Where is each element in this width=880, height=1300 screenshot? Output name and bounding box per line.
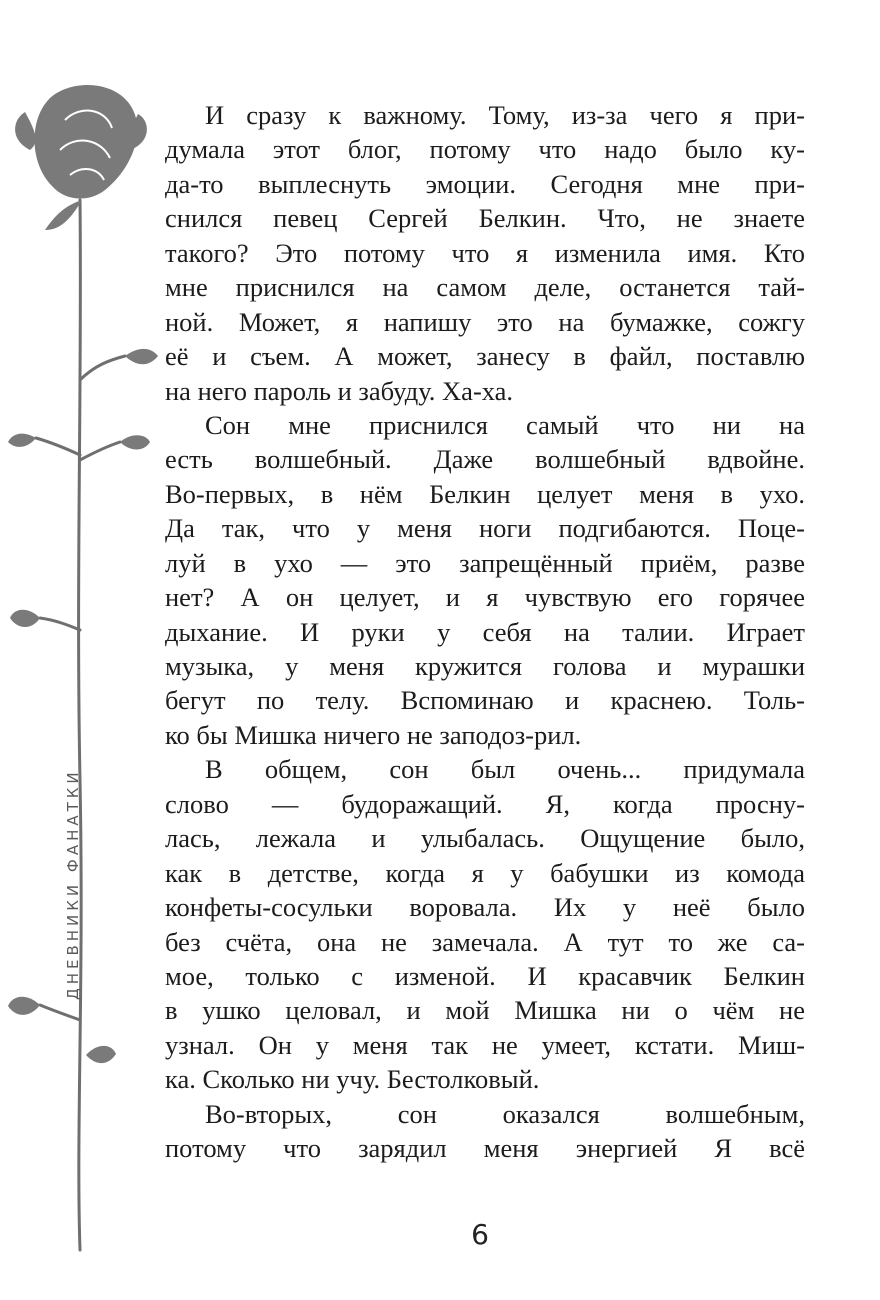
series-title-vertical: ДНЕВНИКИ ФАНАТКИ bbox=[64, 768, 82, 1000]
page-number: 6 bbox=[471, 1218, 489, 1251]
text-line: такого? Это потому что я изменила имя. Кто bbox=[165, 237, 805, 268]
text-line: мое, только с изменой. И красавчик Белкин bbox=[165, 960, 805, 991]
rose-illustration bbox=[0, 80, 160, 1260]
text-line: Во-первых, в нём Белкин целует меня в ухо. bbox=[165, 478, 805, 509]
text-line: мне приснился на самом деле, останется тай- bbox=[165, 272, 805, 303]
text-line: потому что зарядил меня энергией Я всё bbox=[165, 1133, 805, 1164]
text-line: музыка, у меня кружится голова и мурашки bbox=[165, 651, 805, 681]
text-line: И сразу к важному. Тому, из-за чего я при- bbox=[205, 100, 805, 130]
text-line: как в детстве, когда я у бабушки из комода bbox=[165, 857, 805, 888]
text-line: нет? А он целует, и я чувствую его горячее bbox=[165, 582, 805, 613]
text-line: ко бы Мишка ничего не заподоз-рил. bbox=[165, 719, 582, 750]
text-line: да-то выплеснуть эмоции. Сегодня мне при- bbox=[165, 168, 805, 199]
text-line: В общем, сон был очень... придумала bbox=[205, 754, 805, 785]
text-line: луй в ухо — это запрещённый приём, разве bbox=[165, 547, 805, 578]
text-line: Во-вторых, сон оказался волшебным, bbox=[205, 1098, 805, 1129]
text-line: без счёта, она не замечала. А тут то же са- bbox=[165, 926, 805, 957]
text-line: лась, лежала и улыбалась. Ощущение было, bbox=[165, 823, 805, 854]
text-line: на него пароль и забуду. Ха-ха. bbox=[165, 375, 514, 406]
text-line: ной. Может, я напишу это на бумажке, сожгу bbox=[165, 306, 805, 337]
text-line: ка. Сколько ни учу. Бестолковый. bbox=[165, 1064, 540, 1095]
text-line: слово — будоражащий. Я, когда просну- bbox=[165, 788, 805, 819]
text-line: дыхание. И руки у себя на талии. Играет bbox=[165, 616, 805, 647]
text-line: есть волшебный. Даже волшебный вдвойне. bbox=[165, 444, 805, 475]
text-line: думала этот блог, потому что надо было ку- bbox=[165, 134, 805, 165]
text-line: в ушко целовал, и мой Мишка ни о чём не bbox=[165, 995, 805, 1026]
text-line: Да так, что у меня ноги подгибаются. Поце- bbox=[165, 513, 805, 544]
text-line: Сон мне приснился самый что ни на bbox=[205, 409, 805, 440]
body-text bbox=[165, 98, 805, 1166]
text-line: бегут по телу. Вспоминаю и краснею. Толь- bbox=[165, 685, 805, 716]
text-line: узнал. Он у меня так не умеет, кстати. Миш- bbox=[165, 1029, 805, 1060]
text-line: её и съем. А может, занесу в файл, поставлю bbox=[165, 341, 805, 372]
text-line: конфеты-сосульки воровала. Их у неё было bbox=[165, 892, 805, 923]
text-line: снился певец Сергей Белкин. Что, не знаете bbox=[165, 203, 805, 234]
